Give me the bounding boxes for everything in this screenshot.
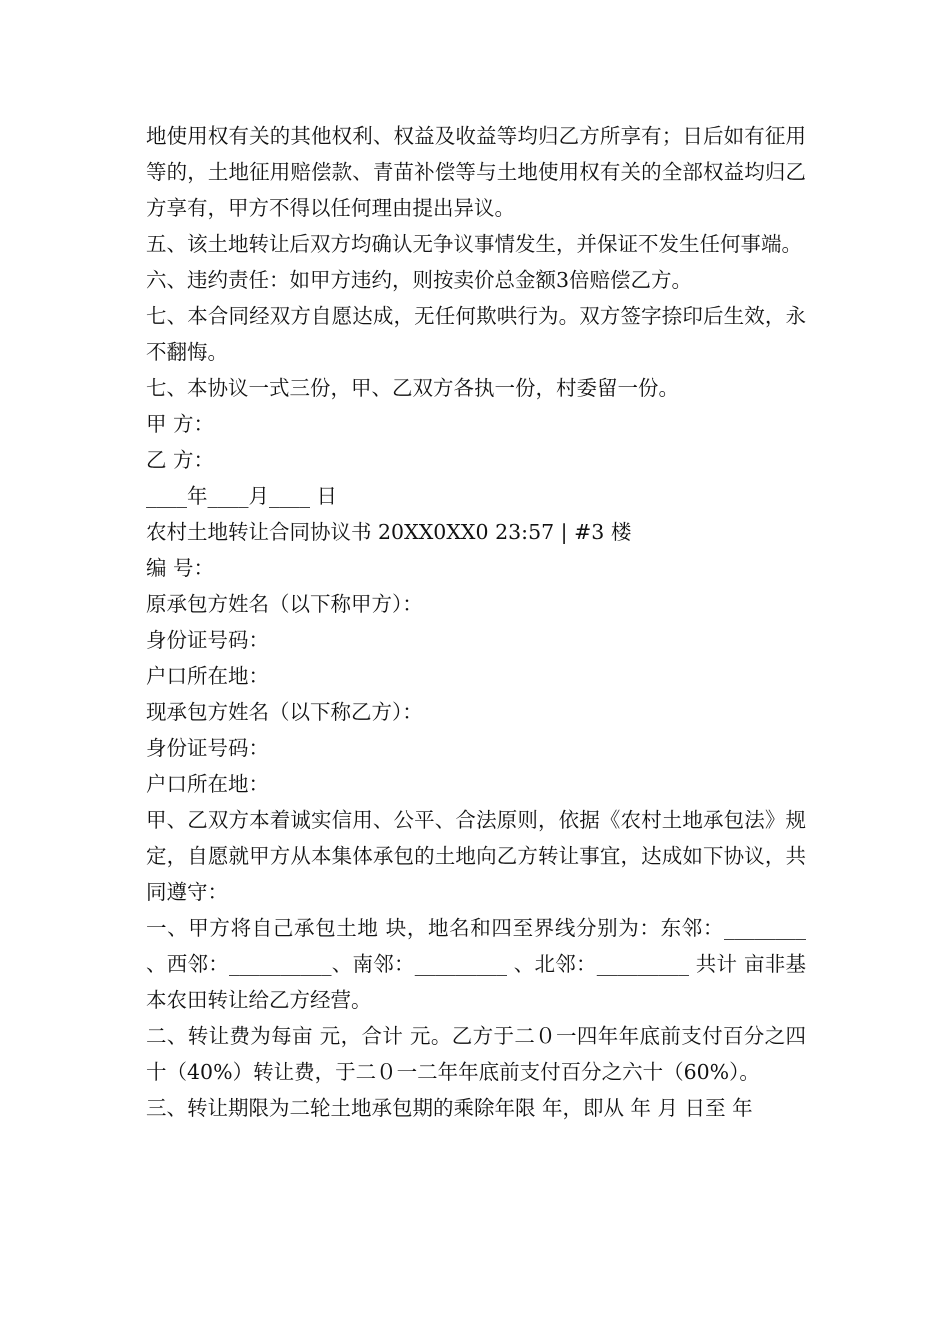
contract-title-post: 农村土地转让合同协议书 20XX0XX0 23:57 | #3 楼 — [146, 520, 632, 544]
contract-number: 编 号： — [146, 556, 215, 580]
clause-seven: 七、本合同经双方自愿达成，无任何欺哄行为。双方签字捺印后生效，永不翻悔。 — [146, 304, 806, 364]
residence-a: 户口所在地： — [146, 664, 269, 688]
preamble: 甲、乙双方本着诚实信用、公平、合法原则，依据《农村土地承包法》规定，自愿就甲方从本集体承包的土地向乙方转让事宜，达成如下协议，共同遵守： — [146, 808, 806, 904]
clause-five: 五、该土地转让后双方均确认无争议事情发生，并保证不发生任何事端。 — [146, 232, 802, 256]
clause-seven-copies: 七、本协议一式三份，甲、乙双方各执一份，村委留一份。 — [146, 376, 679, 400]
document-page — [146, 118, 806, 1126]
id-number-a: 身份证号码： — [146, 628, 269, 652]
party-b-signature: 乙 方： — [146, 448, 215, 472]
clause-two: 二、转让费为每亩 元，合计 元。乙方于二０一四年年底前支付百分之四十（40%）转让费，于二０一二年年底前支付百分之六十（60%）。 — [146, 1024, 806, 1084]
party-a-signature: 甲 方： — [146, 412, 215, 436]
original-contractor-name: 原承包方姓名（以下称甲方）： — [146, 592, 423, 616]
clause-one: 一、甲方将自己承包土地 块，地名和四至界线分别为：东邻：________ 、西邻：__________、南邻：_________ 、北邻：_________ 共计 亩非基本农田转让给乙方经营。 — [146, 916, 806, 1012]
residence-b: 户口所在地： — [146, 772, 269, 796]
clause-three: 三、转让期限为二轮土地承包期的乘除年限 年，即从 年 月 日至 年 — [146, 1096, 753, 1120]
date-line: ____年____月____ 日 — [146, 484, 338, 508]
clause-six: 六、违约责任：如甲方违约，则按卖价总金额3倍赔偿乙方。 — [146, 268, 693, 292]
paragraph-rights: 地使用权有关的其他权利、权益及收益等均归乙方所享有；日后如有征用等的，土地征用赔偿款、青苗补偿等与土地使用权有关的全部权益均归乙方享有，甲方不得以任何理由提出异议。 — [146, 124, 806, 220]
current-contractor-name: 现承包方姓名（以下称乙方）： — [146, 700, 423, 724]
id-number-b: 身份证号码： — [146, 736, 269, 760]
